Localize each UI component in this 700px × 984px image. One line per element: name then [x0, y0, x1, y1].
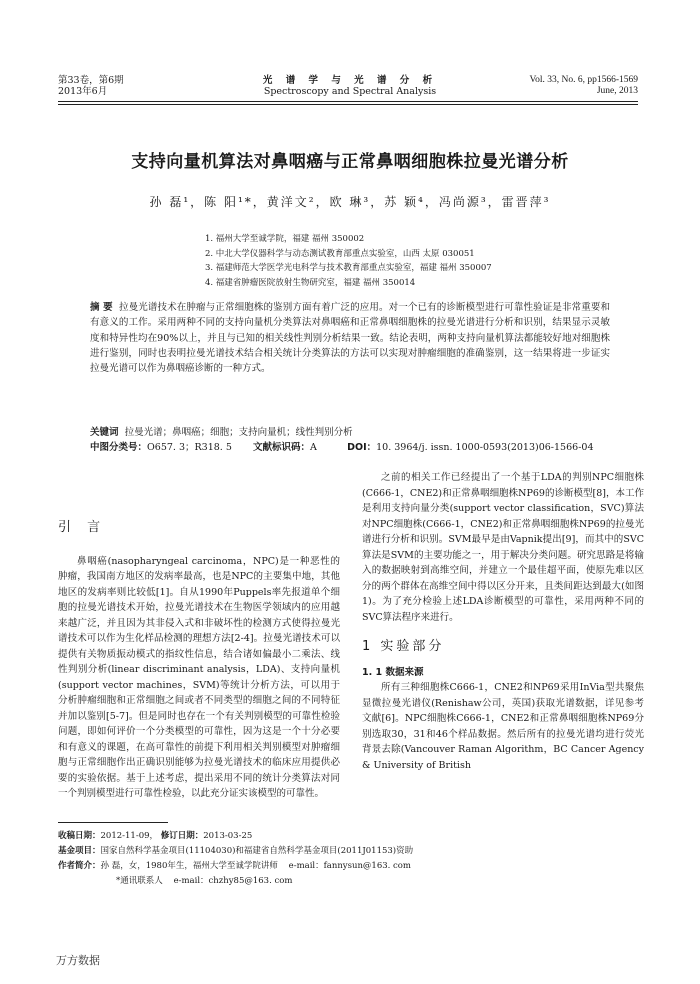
paper-title: 支持向量机算法对鼻咽癌与正常鼻咽细胞株拉曼光谱分析	[131, 152, 569, 172]
revised-label: 修订日期：	[160, 831, 204, 841]
keywords-text: 拉曼光谱；鼻咽癌；细胞；支持向量机；线性判别分析	[124, 427, 353, 438]
header-volume-en-text: Vol. 33, No. 6, pp1566-1569	[529, 75, 638, 85]
fund-label: 基金项目：	[58, 846, 101, 856]
corresponding-label: *通讯联系人	[116, 876, 163, 886]
footnote-author	[58, 859, 658, 874]
intro-paragraph-2: 之前的相关工作已经提出了一个基于LDA的判别NPC细胞株(C666-1，CNE2)和正常鼻咽细胞株NP69的诊断模型[8]，本工作是利用支持向量分类(support vector classification，SVC)算法对NPC细胞株(C666-1，CNE2)和正常鼻咽细胞株NP69的拉曼光谱进行分析和识别。SVM最早是由Vapnik提出[9]，而其中的SVC算法是SVM的主要功能之一，用于解决分类问题。研究思路是将输入的数据映射到高维空间，并建立一个最佳超平面，使原先难以区分的两个群体在高维空间中得以区分开来，且类间距达到最大(如图1)。为了充分检验上述LDA诊断模型的可靠性，采用两种不同的SVC算法程序来进行。	[362, 472, 644, 623]
author-email: e-mail：fannysun@163. com	[288, 861, 411, 871]
received-date: 2012-11-09，	[100, 831, 159, 841]
author-list: 孙 磊¹，陈 阳¹*，黄洋文²，欧 琳³，苏 颖⁴，冯尚源³，雷晋萍³	[149, 195, 551, 209]
column-left	[58, 520, 340, 802]
affiliation-item: 1. 福州大学至诚学院，福建 福州 350002	[205, 234, 365, 244]
section-1-heading: 1 实验部分	[362, 639, 445, 654]
header-rule	[58, 101, 638, 102]
header-volume-cn: 第33卷，第6期	[58, 75, 124, 86]
header-volume-en	[529, 75, 638, 97]
author-bio: 孙 磊，女，1980年生，福州大学至诚学院讲师	[100, 861, 278, 871]
header-date-cn: 2013年6月	[58, 86, 108, 97]
journal-title-cn: 光 谱 学 与 光 谱 分 析	[262, 75, 438, 86]
subsection-1-1-heading: 1. 1 数据来源	[362, 666, 424, 678]
intro-heading: 引 言	[58, 520, 107, 535]
header-date-en: June, 2013	[596, 86, 638, 96]
section-1-paragraph: 所有三种细胞株C666-1，CNE2和NP69采用InVia型共聚焦显微拉曼光谱仪(Renishaw公司，英国)获取光谱数据，详见参考文献[6]。NPC细胞株C666-1，CNE2和正常鼻咽细胞株NP69分别选取30，31和46个样品数据。然后所有的拉曼光谱均进行荧光背景去除(Vancouver Raman Algorithm，BC Cancer Agency & University of British	[362, 682, 644, 771]
footnote-corresponding	[58, 874, 658, 889]
watermark: 万方数据	[56, 954, 100, 967]
classification-line	[90, 440, 630, 455]
abstract	[90, 300, 610, 376]
footnote-fund	[58, 844, 658, 859]
keywords	[90, 425, 610, 440]
affiliation-item: 4. 福建省肿瘤医院放射生物研究室，福建 福州 350014	[205, 277, 416, 288]
received-label: 收稿日期：	[58, 831, 101, 841]
clc-label: 中图分类号：	[90, 442, 148, 453]
affiliation-item: 2. 中北大学仪器科学与动态测试教育部重点实验室，山西 太原 030051	[205, 248, 475, 259]
column-right	[362, 470, 644, 773]
abstract-label: 摘 要	[90, 302, 113, 313]
header-rule-thin	[58, 104, 638, 105]
doc-code-label: 文献标识码：	[253, 442, 311, 453]
keywords-label: 关键词	[90, 427, 119, 438]
intro-paragraph-1: 鼻咽癌(nasopharyngeal carcinoma，NPC)是一种恶性的肿瘤，我国南方地区的发病率最高，也是NPC的主要集中地，其他地区的发病率则比较低[1]。自从1990年Puppels率先报道单个细胞的拉曼光谱技术开始，拉曼光谱技术在生物医学领域内的应用越来越广泛，并且因为其非侵入式和非破坏性的检测方式使得拉曼光谱技术可以作为生化样品检测的理想方法[2-4]。拉曼光谱技术可以提供有关物质振动模式的指纹性信息，结合诸如偏最小二乘法、线性判别分析(linear discriminant analysis，LDA)、支持向量机(support vector machines，SVM)等统计分析方法，可以用于分析肿瘤细胞和正常细胞之间或者不同类型的细胞之间的不同特征并加以鉴别[5-7]。但是同时也存在一个有关判别模型的可靠性检验问题，即如何评价一个分类模型的可靠性，因为这是一个十分必要和有意义的课题，在高可靠性的前提下利用相关判别模型对肿瘤细胞与正常细胞作出正确识别能够为拉曼光谱技术的临床应用提供必要的实验依据。基于上述考虑，提出采用不同的统计分类算法对同一个判别模型进行可靠性检验，以此充分证实该模型的可靠性。	[58, 555, 340, 799]
footnote-rule	[58, 822, 168, 823]
doi-value: 10. 3964/j. issn. 1000-0593(2013)06-1566-04	[376, 442, 594, 453]
footnotes	[58, 829, 658, 889]
abstract-text: 拉曼光谱技术在肿瘤与正常细胞株的鉴别方面有着广泛的应用。对一个已有的诊断模型进行可靠性验证是非常重要和有意义的工作。采用两种不同的支持向量机分类算法对鼻咽癌和正常鼻咽细胞株的拉曼光谱进行分析和识别，结果显示灵敏度和特异性均在90%以上，并且与已知的相关线性判别分析结果一致。结论表明，两种支持向量机算法都能较好地对细胞株进行鉴别，同时也表明拉曼光谱技术结合相关统计分类算法的方法可以实现对肿瘤细胞的准确鉴别，这一结果将进一步证实拉曼光谱可以作为鼻咽癌诊断的一种方式。	[90, 302, 610, 375]
doc-code-value: A	[310, 442, 317, 453]
revised-date: 2013-03-25	[203, 831, 253, 841]
journal-title-en: Spectroscopy and Spectral Analysis	[263, 86, 437, 97]
fund-text: 国家自然科学基金项目(11104030)和福建省自然科学基金项目(2011J01153)资助	[100, 846, 414, 856]
corresponding-email: e-mail：chzhy85@163. com	[173, 876, 293, 886]
clc-value: O657. 3；R318. 5	[147, 442, 232, 453]
footnote-dates	[58, 829, 658, 844]
affiliation-list	[205, 232, 492, 290]
affiliation-item: 3. 福建师范大学医学光电科学与技术教育部重点实验室，福建 福州 350007	[205, 263, 492, 273]
author-bio-label: 作者简介：	[58, 861, 101, 871]
doi-label: DOI：	[347, 442, 377, 453]
